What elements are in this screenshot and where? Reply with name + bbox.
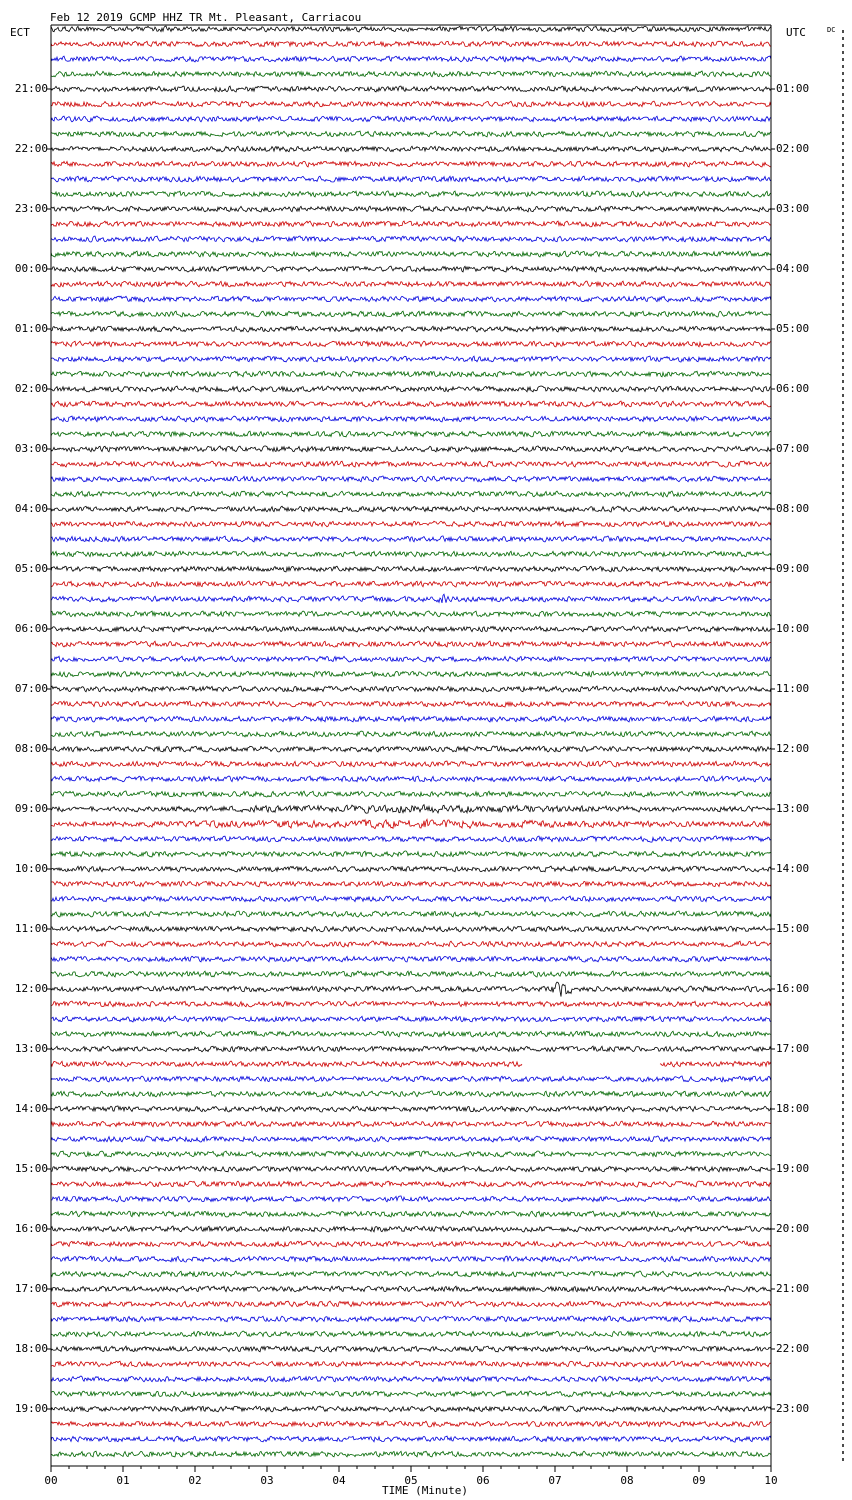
trace-2	[51, 56, 771, 62]
trace-46	[51, 716, 771, 722]
trace-38	[51, 594, 771, 603]
left-hour-label: 02:00	[14, 382, 48, 395]
left-hour-label: 00:00	[14, 262, 48, 275]
trace-6	[51, 116, 771, 122]
trace-24	[51, 386, 771, 392]
trace-60	[51, 926, 771, 932]
trace-group	[51, 26, 771, 1457]
right-hour-label: 12:00	[776, 742, 810, 755]
trace-86	[51, 1316, 771, 1322]
right-hour-label: 08:00	[776, 502, 810, 515]
trace-78	[51, 1196, 771, 1202]
left-hour-label: 08:00	[14, 742, 48, 755]
left-hour-label: 11:00	[14, 922, 48, 935]
right-hour-label: 23:00	[776, 1402, 810, 1415]
trace-1	[51, 41, 771, 47]
trace-31	[51, 491, 771, 497]
trace-58	[51, 896, 771, 902]
x-tick-label: 04	[332, 1474, 346, 1487]
trace-17	[51, 281, 771, 287]
trace-11	[51, 191, 771, 197]
trace-85	[51, 1301, 771, 1307]
trace-71	[51, 1091, 771, 1097]
x-tick-label: 02	[188, 1474, 202, 1487]
trace-10	[51, 176, 771, 182]
trace-42	[51, 656, 771, 662]
left-axis-label: ECT	[10, 26, 30, 39]
right-hour-label: 03:00	[776, 202, 810, 215]
trace-18	[51, 296, 771, 302]
left-hour-label: 19:00	[14, 1402, 48, 1415]
trace-3	[51, 71, 771, 77]
trace-51	[51, 791, 771, 797]
trace-30	[51, 476, 771, 482]
trace-5	[51, 101, 771, 107]
trace-57	[51, 881, 771, 887]
x-tick-label: 03	[260, 1474, 274, 1487]
left-hour-label: 03:00	[14, 442, 48, 455]
right-hour-label: 11:00	[776, 682, 810, 695]
trace-64	[51, 982, 771, 997]
left-hour-label: 13:00	[14, 1042, 48, 1055]
left-hour-label: 06:00	[14, 622, 48, 635]
trace-93	[51, 1421, 771, 1427]
right-hour-label: 17:00	[776, 1042, 810, 1055]
trace-41	[51, 641, 771, 647]
trace-67	[51, 1031, 771, 1037]
trace-13	[51, 221, 771, 227]
trace-61	[51, 941, 771, 947]
trace-47	[51, 731, 771, 737]
trace-91	[51, 1391, 771, 1397]
trace-83	[51, 1271, 771, 1277]
right-hour-label: 02:00	[776, 142, 810, 155]
right-axis-label: UTC	[786, 26, 806, 39]
trace-94	[51, 1436, 771, 1442]
left-hour-label: 17:00	[14, 1282, 48, 1295]
dc-label: DC	[827, 26, 836, 34]
trace-75	[51, 1151, 771, 1157]
left-hour-label: 12:00	[14, 982, 48, 995]
trace-33	[51, 521, 771, 527]
trace-70	[51, 1076, 771, 1082]
trace-45	[51, 701, 771, 707]
left-hour-label: 15:00	[14, 1162, 48, 1175]
x-tick-label: 05	[404, 1474, 418, 1487]
trace-12	[51, 206, 771, 212]
trace-77	[51, 1181, 771, 1187]
left-hour-labels	[15, 82, 51, 1415]
trace-73	[51, 1121, 771, 1127]
right-hour-label: 21:00	[776, 1282, 810, 1295]
left-hour-label: 05:00	[14, 562, 48, 575]
trace-34	[51, 536, 771, 542]
right-hour-label: 07:00	[776, 442, 810, 455]
trace-23	[51, 371, 771, 377]
trace-82	[51, 1256, 771, 1262]
right-hour-label: 20:00	[776, 1222, 810, 1235]
trace-44	[51, 686, 771, 692]
x-tick-label: 09	[692, 1474, 706, 1487]
trace-27	[51, 431, 771, 437]
trace-19	[51, 311, 771, 317]
right-hour-label: 10:00	[776, 622, 810, 635]
trace-43	[51, 671, 771, 677]
trace-21	[51, 341, 771, 347]
right-hour-label: 01:00	[776, 82, 810, 95]
trace-15	[51, 251, 771, 257]
trace-79	[51, 1211, 771, 1217]
right-hour-label: 16:00	[776, 982, 810, 995]
trace-4	[51, 86, 771, 92]
right-hour-label: 19:00	[776, 1162, 810, 1175]
trace-87	[51, 1331, 771, 1337]
trace-53	[51, 819, 771, 828]
left-hour-label: 16:00	[14, 1222, 48, 1235]
trace-56	[51, 866, 771, 872]
trace-80	[51, 1226, 771, 1232]
trace-52	[51, 805, 771, 814]
trace-32	[51, 506, 771, 512]
trace-26	[51, 416, 771, 422]
x-tick-label: 08	[620, 1474, 634, 1487]
trace-7	[51, 131, 771, 137]
right-hour-label: 05:00	[776, 322, 810, 335]
left-hour-label: 07:00	[14, 682, 48, 695]
trace-25	[51, 401, 771, 407]
right-hour-label: 09:00	[776, 562, 810, 575]
left-hour-label: 21:00	[14, 82, 48, 95]
trace-9	[51, 161, 771, 167]
trace-63	[51, 971, 771, 977]
trace-54	[51, 836, 771, 842]
left-hour-label: 09:00	[14, 802, 48, 815]
trace-28	[51, 446, 771, 452]
trace-66	[51, 1016, 771, 1022]
trace-20	[51, 326, 771, 332]
trace-50	[51, 776, 771, 782]
trace-90	[51, 1376, 771, 1382]
trace-35	[51, 551, 771, 557]
trace-14	[51, 236, 771, 242]
trace-81	[51, 1241, 771, 1247]
left-hour-label: 23:00	[14, 202, 48, 215]
chart-title: Feb 12 2019 GCMP HHZ TR Mt. Pleasant, Carriacou	[50, 11, 362, 24]
trace-74	[51, 1136, 771, 1142]
trace-68	[51, 1046, 771, 1052]
left-hour-label: 04:00	[14, 502, 48, 515]
trace-55	[51, 851, 771, 857]
trace-88	[51, 1346, 771, 1352]
right-hour-label: 13:00	[776, 802, 810, 815]
x-tick-label: 07	[548, 1474, 562, 1487]
trace-39	[51, 611, 771, 617]
trace-48	[51, 746, 771, 752]
trace-69	[51, 1061, 771, 1067]
trace-59	[51, 911, 771, 917]
x-tick-label: 10	[764, 1474, 778, 1487]
right-hour-label: 06:00	[776, 382, 810, 395]
trace-72	[51, 1106, 771, 1112]
left-hour-label: 18:00	[14, 1342, 48, 1355]
trace-65	[51, 1001, 771, 1007]
right-hour-label: 14:00	[776, 862, 810, 875]
trace-84	[51, 1286, 771, 1292]
trace-29	[51, 461, 771, 467]
trace-89	[51, 1361, 771, 1367]
trace-16	[51, 266, 771, 272]
x-tick-label: 00	[44, 1474, 58, 1487]
trace-40	[51, 626, 771, 632]
trace-95	[51, 1451, 771, 1457]
trace-62	[51, 956, 771, 962]
left-hour-label: 10:00	[14, 862, 48, 875]
x-tick-label: 01	[116, 1474, 130, 1487]
left-hour-label: 01:00	[14, 322, 48, 335]
right-hour-label: 22:00	[776, 1342, 810, 1355]
left-hour-label: 14:00	[14, 1102, 48, 1115]
right-hour-label: 04:00	[776, 262, 810, 275]
left-hour-label: 22:00	[14, 142, 48, 155]
trace-0	[51, 26, 771, 32]
trace-76	[51, 1166, 771, 1172]
trace-49	[51, 761, 771, 767]
right-hour-labels	[771, 82, 809, 1415]
trace-36	[51, 566, 771, 572]
trace-8	[51, 146, 771, 152]
right-hour-label: 18:00	[776, 1102, 810, 1115]
trace-92	[51, 1406, 771, 1412]
right-hour-label: 15:00	[776, 922, 810, 935]
x-tick-label: 06	[476, 1474, 490, 1487]
x-axis-title: TIME (Minute)	[381, 1484, 469, 1497]
trace-37	[51, 581, 771, 587]
trace-22	[51, 356, 771, 362]
